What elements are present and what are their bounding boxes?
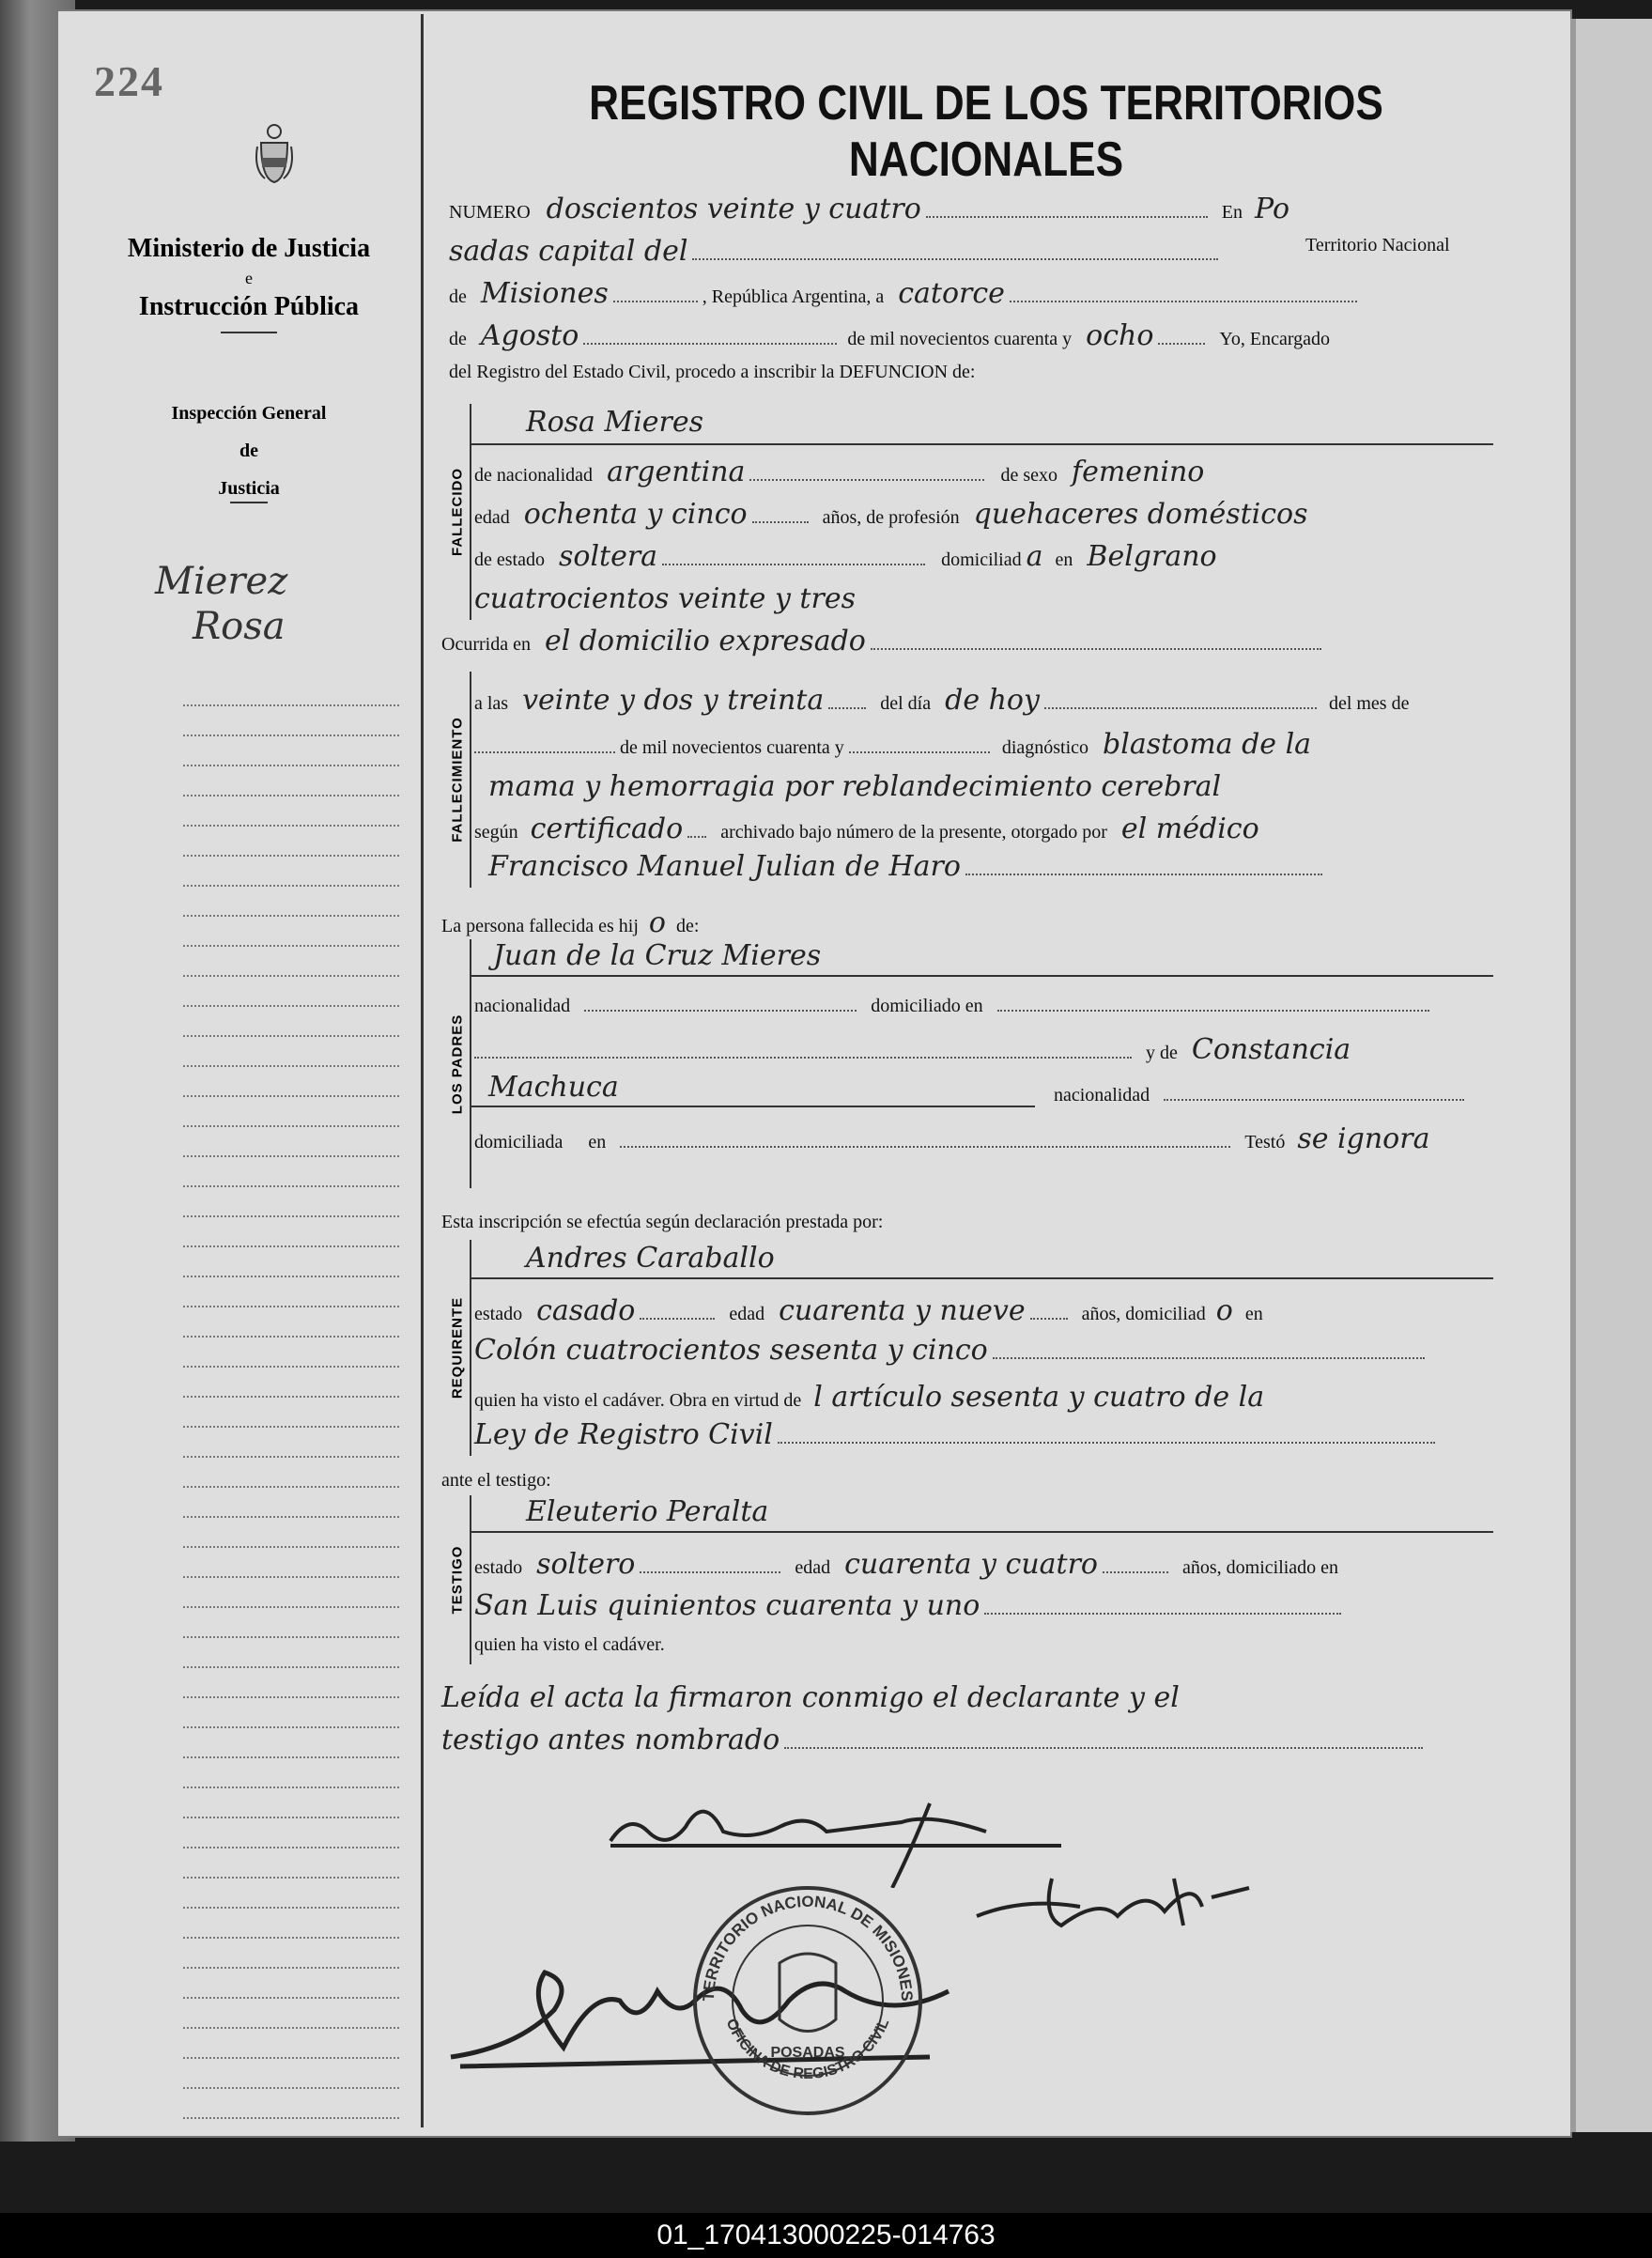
dotted-line bbox=[613, 282, 698, 302]
dotted-line bbox=[784, 1728, 1423, 1749]
virtud-cont: Ley de Registro Civil bbox=[474, 1418, 773, 1451]
nacionalidad-label: de nacionalidad bbox=[474, 465, 594, 486]
visto-text: quien ha visto el cadáver. Obra en virtud de bbox=[474, 1390, 802, 1411]
dotted-line bbox=[828, 688, 866, 709]
dotted-line bbox=[584, 991, 857, 1012]
numero-row bbox=[449, 193, 1289, 230]
inspection-line2: de bbox=[239, 441, 258, 461]
margin-ruled-line bbox=[183, 917, 399, 947]
edad-value: cuarenta y nueve bbox=[779, 1294, 1026, 1327]
dotted-line bbox=[474, 733, 615, 753]
requirente-estado-row bbox=[474, 1294, 1263, 1332]
ocurrida-label: Ocurrida en bbox=[441, 634, 531, 655]
dotted-line bbox=[1103, 1553, 1168, 1573]
stamp-center-text: POSADAS bbox=[770, 2045, 845, 2061]
margin-ruled-line bbox=[183, 887, 399, 917]
domiciliad-label: años, domiciliad bbox=[1081, 1304, 1206, 1324]
de-label-2: de bbox=[449, 329, 467, 349]
dotted-line bbox=[926, 197, 1208, 218]
en-label: En bbox=[1221, 202, 1243, 223]
domiciliad-suffix: o bbox=[1215, 1294, 1233, 1327]
padres-intro-suffix: o bbox=[648, 906, 666, 939]
nacionalidad-row bbox=[474, 456, 1204, 493]
inspection-line3: Justicia bbox=[218, 478, 280, 499]
margin-ruled-line bbox=[183, 1007, 399, 1037]
testo-value: se ignora bbox=[1297, 1122, 1430, 1155]
edad-label: edad bbox=[729, 1304, 765, 1324]
ministry-heading bbox=[85, 230, 413, 339]
domicilio-value: Colón cuatrocientos sesenta y cinco bbox=[474, 1334, 988, 1367]
deceased-name: Rosa Mieres bbox=[526, 406, 704, 439]
margin-ruled-line bbox=[183, 1217, 399, 1247]
mes-label: del mes de bbox=[1328, 693, 1410, 714]
domiciliada-row bbox=[474, 1122, 1429, 1160]
dotted-line bbox=[692, 240, 1218, 260]
margin-ruled-line bbox=[183, 1969, 399, 1999]
ministry-line1: Ministerio de Justicia bbox=[127, 234, 371, 263]
edad-label: edad bbox=[795, 1557, 831, 1578]
mother-nacionalidad bbox=[1054, 1080, 1464, 1118]
intro-row bbox=[449, 362, 975, 399]
yo-text: Yo, Encargado bbox=[1219, 329, 1330, 349]
domicilio-cont: cuatrocientos veinte y tres bbox=[474, 582, 856, 615]
testigo-underline bbox=[471, 1531, 1493, 1533]
diagnostico-row bbox=[474, 728, 1311, 766]
hora-row bbox=[474, 684, 1409, 721]
en-label: en bbox=[588, 1132, 607, 1152]
diagnostico-cont: mama y hemorragia por reblandecimiento cerebral bbox=[488, 770, 1222, 803]
medico-row bbox=[488, 850, 1322, 888]
diagnostico-label: diagnóstico bbox=[1001, 737, 1089, 758]
year-text: de mil novecientos cuarenta y bbox=[847, 329, 1073, 349]
margin-ruled-line bbox=[183, 766, 399, 796]
territory-row bbox=[449, 277, 1357, 315]
margin-ruled-line bbox=[183, 1458, 399, 1488]
margin-ruled-line bbox=[183, 1758, 399, 1788]
testo-label: Testó bbox=[1244, 1132, 1286, 1152]
margin-ruled-line bbox=[183, 2089, 399, 2119]
diagnostico-value: blastoma de la bbox=[1103, 728, 1312, 761]
margin-ruled-line bbox=[183, 2029, 399, 2059]
hora-value: veinte y dos y treinta bbox=[522, 684, 825, 717]
dotted-line bbox=[993, 1338, 1425, 1359]
territorio-label: Territorio Nacional bbox=[1305, 235, 1450, 255]
nacionalidad-label-2: nacionalidad bbox=[1054, 1085, 1150, 1106]
dotted-line bbox=[997, 991, 1429, 1012]
dotted-line bbox=[984, 1594, 1341, 1615]
margin-ruled-line bbox=[183, 1728, 399, 1758]
father-row bbox=[493, 939, 821, 977]
visto-text: quien ha visto el cadáver. bbox=[474, 1634, 665, 1655]
ocurrida-row bbox=[441, 625, 1321, 662]
segun-row bbox=[474, 812, 1259, 850]
en-value: Po bbox=[1255, 193, 1290, 225]
margin-ruled-line bbox=[183, 1848, 399, 1879]
official-stamp bbox=[686, 1879, 930, 2123]
margin-ruled-line bbox=[183, 947, 399, 977]
month-row bbox=[449, 319, 1330, 357]
mother-row bbox=[474, 1033, 1351, 1071]
nacionalidad-label: nacionalidad bbox=[474, 996, 571, 1016]
margin-ruled-line bbox=[183, 736, 399, 766]
fallecido-label: FALLECIDO bbox=[449, 468, 466, 556]
fallecimiento-label: FALLECIMIENTO bbox=[449, 717, 466, 843]
territory-value: Misiones bbox=[480, 277, 609, 310]
closing-line2 bbox=[441, 1724, 1423, 1761]
padres-intro-label: La persona fallecida es hij bbox=[441, 916, 639, 936]
testigo-name-row bbox=[526, 1495, 768, 1533]
dotted-line bbox=[1158, 324, 1205, 345]
testigo-intro: ante el testigo: bbox=[441, 1470, 551, 1491]
archivado-text: archivado bajo número de la presente, otorgado por bbox=[720, 822, 1107, 843]
deceased-name-row bbox=[526, 406, 703, 443]
dotted-line bbox=[662, 545, 925, 565]
en-label: en bbox=[1055, 549, 1073, 570]
margin-ruled-line bbox=[183, 676, 399, 706]
dotted-line bbox=[1044, 688, 1317, 709]
edad-row bbox=[474, 498, 1308, 535]
requirente-underline bbox=[471, 1277, 1493, 1279]
document-title: REGISTRO CIVIL DE LOS TERRITORIOS NACIONALES bbox=[589, 76, 1383, 187]
requirente-virtud-cont-row bbox=[474, 1418, 1435, 1456]
nacionalidad-value: argentina bbox=[607, 456, 746, 488]
dotted-line bbox=[687, 817, 706, 838]
dotted-line bbox=[849, 733, 990, 753]
margin-ruled-line bbox=[183, 1067, 399, 1097]
closing-line1 bbox=[441, 1681, 1180, 1719]
estado-value: soltera bbox=[558, 540, 658, 573]
estado-label: de estado bbox=[474, 549, 545, 570]
margin-ruled-line bbox=[183, 977, 399, 1007]
margin-ruled-line bbox=[183, 1157, 399, 1187]
de-label: de bbox=[449, 286, 467, 307]
stamp-top-text: TERRITORIO NACIONAL DE MISIONES bbox=[699, 1892, 917, 2003]
intro-text: del Registro del Estado Civil, procedo a inscribir la DEFUNCION de: bbox=[449, 362, 976, 382]
estado-value: soltero bbox=[536, 1548, 636, 1581]
sexo-label: de sexo bbox=[1000, 465, 1058, 486]
margin-ruled-line bbox=[183, 1307, 399, 1338]
edad-value: cuarenta y cuatro bbox=[844, 1548, 1098, 1581]
testigo-domicilio-row bbox=[474, 1589, 1341, 1627]
margin-ruled-line bbox=[183, 1818, 399, 1848]
margin-ruled-line bbox=[183, 1037, 399, 1067]
margin-ruled-line bbox=[183, 1788, 399, 1818]
inspection-line1: Inspección General bbox=[171, 403, 327, 424]
otorgado-value: el médico bbox=[1120, 812, 1259, 845]
segun-label: según bbox=[474, 822, 518, 843]
margin-ruled-line bbox=[183, 1097, 399, 1127]
year-value: ocho bbox=[1086, 319, 1154, 352]
margin-ruled-lines bbox=[183, 676, 399, 2119]
margin-ruled-line bbox=[183, 1247, 399, 1277]
requirente-intro: Esta inscripción se efectúa según declaración prestada por: bbox=[441, 1212, 884, 1232]
dotted-line bbox=[620, 1127, 1230, 1148]
margin-ruled-line bbox=[183, 1127, 399, 1157]
dotted-line bbox=[749, 460, 984, 481]
domiciliada-label: domiciliada bbox=[474, 1132, 564, 1152]
margin-ruled-line bbox=[183, 1488, 399, 1518]
domiciliad-suffix: a bbox=[1026, 540, 1043, 573]
edad-value: ochenta y cinco bbox=[523, 498, 748, 531]
segun-value: certificado bbox=[530, 812, 684, 845]
testigo-label: TESTIGO bbox=[449, 1545, 466, 1615]
dotted-line bbox=[640, 1299, 715, 1320]
numero-label: NUMERO bbox=[449, 202, 531, 223]
mother-surname: Machuca bbox=[488, 1071, 619, 1104]
closing-text-2: testigo antes nombrado bbox=[441, 1724, 780, 1756]
margin-ruled-line bbox=[183, 1879, 399, 1909]
domicilio-value: Belgrano bbox=[1087, 540, 1217, 573]
sexo-value: femenino bbox=[1071, 456, 1205, 488]
margin-ruled-line bbox=[183, 1939, 399, 1969]
domiciliado-label: años, domiciliado en bbox=[1181, 1557, 1339, 1578]
closing-text-1: Leída el acta la firmaron conmigo el declarante y el bbox=[441, 1681, 1180, 1714]
margin-ruled-line bbox=[183, 1368, 399, 1398]
dotted-line bbox=[778, 1423, 1435, 1444]
margin-note-surname: Mierez bbox=[155, 560, 288, 603]
requirente-domicilio-row bbox=[474, 1334, 1425, 1371]
edad-label: edad bbox=[474, 507, 510, 528]
testigo-estado-row bbox=[474, 1548, 1338, 1585]
dia-value: de hoy bbox=[945, 684, 1040, 717]
dotted-line bbox=[640, 1553, 780, 1573]
domicilio-value: San Luis quinientos cuarenta y uno bbox=[474, 1589, 980, 1622]
page-number: 224 bbox=[94, 57, 164, 105]
padres-intro-de: de: bbox=[675, 916, 700, 936]
estado-label: estado bbox=[474, 1304, 523, 1324]
divider bbox=[221, 332, 277, 333]
father-underline bbox=[471, 975, 1493, 977]
margin-ruled-line bbox=[183, 1999, 399, 2029]
margin-ruled-line bbox=[183, 2059, 399, 2089]
estado-row bbox=[474, 540, 1217, 578]
year-text: de mil novecientos cuarenta y bbox=[620, 737, 844, 758]
facing-page-edge bbox=[1570, 19, 1652, 2132]
margin-ruled-line bbox=[183, 1338, 399, 1368]
margin-ruled-line bbox=[183, 706, 399, 736]
domiciliado-label: domiciliado en bbox=[871, 996, 983, 1016]
month-value: Agosto bbox=[480, 319, 579, 352]
dotted-line bbox=[752, 503, 809, 523]
place-row bbox=[449, 235, 1450, 272]
margin-ruled-line bbox=[183, 1578, 399, 1608]
margin-note-name: Rosa bbox=[193, 605, 286, 648]
margin-ruled-line bbox=[183, 1398, 399, 1428]
profesion-label: años, de profesión bbox=[822, 507, 960, 528]
requirente-visto-row bbox=[474, 1381, 1264, 1418]
margin-ruled-line bbox=[183, 1277, 399, 1307]
margin-ruled-line bbox=[183, 1638, 399, 1668]
margin-rule bbox=[421, 14, 424, 2127]
margin-ruled-line bbox=[183, 1518, 399, 1548]
medico-value: Francisco Manuel Julian de Haro bbox=[488, 850, 961, 883]
republica-label: , República Argentina, a bbox=[702, 286, 885, 307]
margin-ruled-line bbox=[183, 1608, 399, 1638]
margin-ruled-line bbox=[183, 827, 399, 857]
margin-ruled-line bbox=[183, 1909, 399, 1939]
ministry-line2: Instrucción Pública bbox=[138, 292, 360, 321]
ocurrida-value: el domicilio expresado bbox=[544, 625, 866, 657]
dotted-line bbox=[1030, 1299, 1068, 1320]
numero-value: doscientos veinte y cuatro bbox=[546, 193, 921, 225]
mother-surname-row bbox=[488, 1071, 619, 1108]
ministry-conjunction: e bbox=[245, 269, 253, 287]
dotted-line bbox=[474, 1038, 1132, 1059]
dotted-line bbox=[583, 324, 837, 345]
place-value: sadas capital del bbox=[449, 235, 688, 268]
image-id-footer: 01_170413000225-014763 bbox=[0, 2213, 1652, 2258]
requirente-name: Andres Caraballo bbox=[526, 1242, 775, 1275]
mother-name: Constancia bbox=[1191, 1033, 1351, 1066]
dia-label: del día bbox=[880, 693, 932, 714]
margin-ruled-line bbox=[183, 1668, 399, 1698]
dotted-line bbox=[871, 629, 1321, 650]
dotted-line bbox=[1164, 1080, 1464, 1101]
en-label: en bbox=[1244, 1304, 1263, 1324]
diagnostico-cont-row bbox=[488, 770, 1221, 808]
margin-ruled-line bbox=[183, 857, 399, 887]
a-las-label: a las bbox=[474, 693, 509, 714]
day-value: catorce bbox=[898, 277, 1005, 310]
dotted-line bbox=[965, 855, 1322, 875]
padres-intro-row bbox=[441, 906, 699, 944]
margin-ruled-line bbox=[183, 1187, 399, 1217]
virtud-value: l artículo sesenta y cuatro de la bbox=[813, 1381, 1265, 1414]
father-name: Juan de la Cruz Mieres bbox=[493, 939, 822, 972]
name-underline bbox=[471, 443, 1493, 445]
domiciliad-label: domiciliad bbox=[941, 549, 1022, 570]
requirente-label: REQUIRENTE bbox=[449, 1296, 466, 1400]
testigo-name: Eleuterio Peralta bbox=[526, 1495, 769, 1528]
margin-annotation bbox=[155, 559, 287, 649]
profesion-value: quehaceres domésticos bbox=[973, 498, 1308, 531]
estado-label: estado bbox=[474, 1557, 523, 1578]
stamp-bottom-text: OFICINA DE REGISTRO CIVIL bbox=[722, 2016, 893, 2082]
father-nacionalidad-row bbox=[474, 991, 1429, 1028]
margin-ruled-line bbox=[183, 796, 399, 827]
y-de-label: y de bbox=[1146, 1043, 1178, 1063]
domicilio-cont-row bbox=[474, 582, 856, 620]
padres-label: LOS PADRES bbox=[449, 1013, 466, 1114]
requirente-name-row bbox=[526, 1242, 775, 1279]
dotted-line bbox=[1010, 282, 1357, 302]
testigo-visto-row bbox=[474, 1634, 665, 1672]
coat-of-arms-icon bbox=[255, 122, 293, 184]
margin-ruled-line bbox=[183, 1428, 399, 1458]
margin-ruled-line bbox=[183, 1548, 399, 1578]
mother-underline bbox=[471, 1106, 1035, 1107]
estado-value: casado bbox=[536, 1294, 636, 1327]
witness-signature bbox=[967, 1860, 1268, 1954]
inspection-heading bbox=[85, 394, 413, 509]
margin-ruled-line bbox=[183, 1698, 399, 1728]
